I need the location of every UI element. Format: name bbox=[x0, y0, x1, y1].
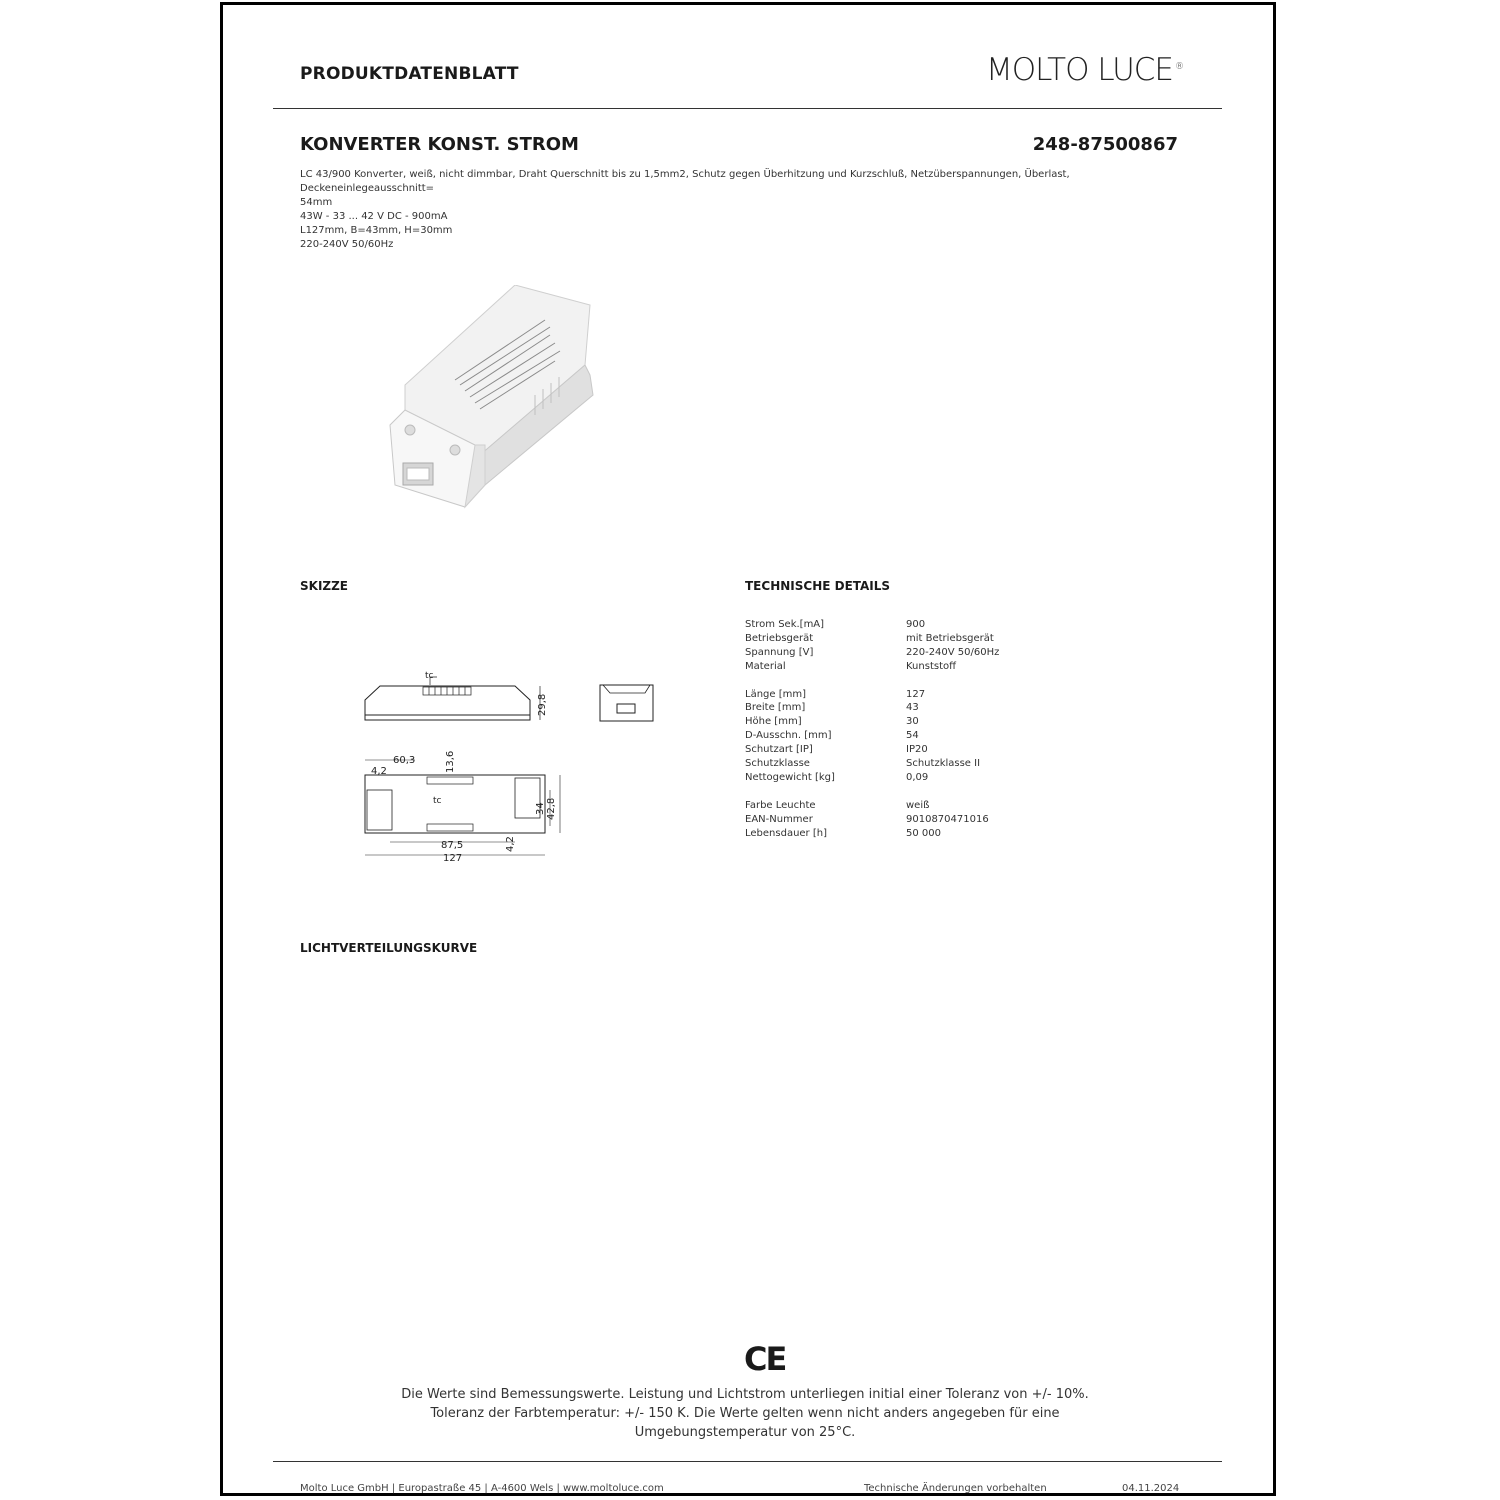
spec-row: EAN-Nummer 9010870471016 bbox=[745, 813, 989, 825]
brand-logo: MOLTO LUCE ® bbox=[986, 52, 1183, 88]
sketch-label-dim-60-3: 60,3 bbox=[393, 755, 416, 766]
description-line: 54mm bbox=[300, 197, 333, 208]
footer-date: 04.11.2024 bbox=[1122, 1483, 1180, 1494]
sketch-label-dim-34: 34 bbox=[535, 802, 546, 815]
sketch-label-dim-4-2b: 4,2 bbox=[505, 836, 516, 852]
spec-row: Strom Sek.[mA] 900 bbox=[745, 619, 926, 630]
note-line: Die Werte sind Bemessungswerte. Leistung und Lichtstrom unterliegen initial einer Toleranz von +/- 10%. bbox=[401, 1387, 1089, 1402]
description-line: 43W - 33 ... 42 V DC - 900mA bbox=[300, 211, 448, 222]
page-title: PRODUKTDATENBLATT bbox=[300, 64, 519, 84]
description-line: LC 43/900 Konverter, weiß, nicht dimmbar, Draht Querschnitt bis zu 1,5mm2, Schutz gegen Überhitzung und Kurzschluß, Netzüberspannungen, Überlast, Deckeneinlegeausschnitt= bbox=[300, 169, 1070, 194]
sketch-label-tc: tc bbox=[425, 671, 434, 681]
spec-row: Länge [mm] 127 bbox=[745, 688, 926, 700]
spec-row: Höhe [mm] 30 bbox=[745, 716, 919, 728]
spec-row: Betriebsgerät mit Betriebsgerät bbox=[745, 632, 994, 644]
sketch-label-tc-top: tc bbox=[433, 796, 442, 806]
section-light-distribution: LICHTVERTEILUNGSKURVE bbox=[300, 941, 478, 955]
section-sketch: SKIZZE bbox=[300, 579, 349, 593]
footer-divider bbox=[273, 1461, 1222, 1462]
spec-row: Breite [mm] 43 bbox=[745, 702, 919, 714]
footer-disclaimer: Technische Änderungen vorbehalten bbox=[864, 1483, 1047, 1494]
product-number: 248-87500867 bbox=[1032, 134, 1178, 155]
note-line: Toleranz der Farbtemperatur: +/- 150 K. Die Werte gelten wenn nicht anders angegeben für eine bbox=[430, 1406, 1060, 1421]
spec-row: Material Kunststoff bbox=[745, 660, 957, 672]
product-title: KONVERTER KONST. STROM bbox=[300, 134, 579, 155]
sketch-label-dim-87-5: 87,5 bbox=[441, 840, 464, 851]
sketch-label-dim-42-8: 42,8 bbox=[546, 797, 557, 820]
description-line: 220-240V 50/60Hz bbox=[300, 239, 394, 250]
spec-row: Nettogewicht [kg] 0,09 bbox=[745, 771, 929, 783]
spec-row: Lebensdauer [h] 50 000 bbox=[745, 827, 941, 839]
technical-specs-table bbox=[745, 618, 999, 840]
spec-row: Schutzart [IP] IP20 bbox=[745, 744, 928, 756]
ce-mark: CE bbox=[744, 1340, 786, 1378]
spec-row: Farbe Leuchte weiß bbox=[745, 799, 930, 811]
description-line: L127mm, B=43mm, H=30mm bbox=[300, 225, 453, 236]
section-technical-details: TECHNISCHE DETAILS bbox=[745, 579, 891, 593]
sketch-label-height: 29,8 bbox=[537, 693, 548, 716]
note-line: Umgebungstemperatur von 25°C. bbox=[634, 1425, 856, 1440]
technical-sketch bbox=[355, 660, 665, 865]
product-description bbox=[300, 168, 1190, 252]
spec-row: Schutzklasse Schutzklasse II bbox=[745, 758, 981, 770]
header-divider bbox=[273, 108, 1222, 109]
spec-row: D-Ausschn. [mm] 54 bbox=[745, 730, 919, 742]
spec-row: Spannung [V] 220-240V 50/60Hz bbox=[745, 646, 1000, 658]
footer-company: Molto Luce GmbH | Europastraße 45 | A-4600 Wels | www.moltoluce.com bbox=[300, 1483, 664, 1494]
sketch-label-dim-127: 127 bbox=[443, 853, 463, 864]
sketch-label-dim-13-6: 13,6 bbox=[445, 750, 456, 773]
product-image bbox=[385, 285, 600, 510]
tolerance-note bbox=[300, 1385, 1190, 1442]
sketch-label-dim-4-2a: 4,2 bbox=[371, 766, 387, 777]
